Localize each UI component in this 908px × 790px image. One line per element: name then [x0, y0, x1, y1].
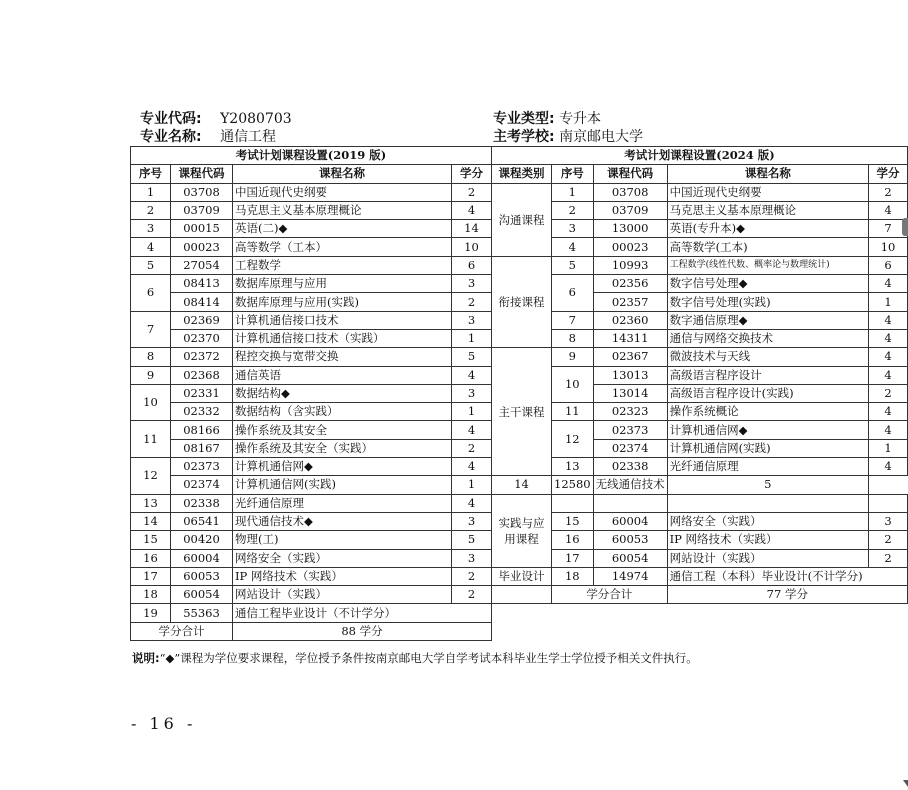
table-row: [131, 201, 492, 219]
course-code: 60004: [593, 512, 667, 530]
table-row: [492, 567, 908, 585]
course-code: 00023: [171, 238, 233, 256]
table-row: [131, 293, 492, 311]
major-type-value: 专升本: [559, 111, 602, 127]
table-row: [492, 238, 908, 256]
table-row: [131, 458, 492, 476]
course-code: 02374: [593, 439, 667, 457]
table-header-row: [131, 165, 492, 183]
table-row: [492, 220, 908, 238]
major-code-value: Y2080703: [220, 111, 292, 127]
row-number: [552, 494, 594, 512]
course-credit: 2: [869, 183, 908, 201]
major-code-label: 专业代码:: [140, 111, 202, 127]
total-value: 77 学分: [667, 586, 907, 604]
table-caption-row: [131, 147, 492, 165]
major-code: [140, 110, 292, 128]
course-code: 06541: [171, 512, 233, 530]
course-credit: 1: [869, 439, 908, 457]
row-number: 3: [131, 220, 171, 238]
course-credit: 4: [869, 201, 908, 219]
course-name: 操作系统及其安全（实践）: [233, 439, 452, 457]
row-number: 19: [131, 604, 171, 622]
course-credit: 2: [452, 567, 492, 585]
course-code: 10993: [593, 256, 667, 274]
course-credit: 2: [869, 549, 908, 567]
course-credit: 3: [452, 311, 492, 329]
row-number: 14: [131, 512, 171, 530]
course-credit: 5: [667, 476, 868, 494]
row-number: 16: [552, 531, 594, 549]
course-code: [593, 494, 667, 512]
total-value: 88 学分: [233, 622, 492, 640]
table-row: [131, 512, 492, 530]
exam-school-value: 南京邮电大学: [559, 129, 644, 145]
exam-school: [493, 128, 643, 146]
course-credit: 2: [452, 439, 492, 457]
course-credit: 7: [869, 220, 908, 238]
course-name: 网络安全（实践）: [233, 549, 452, 567]
table-caption: 考试计划课程设置(2024 版): [492, 147, 908, 165]
course-code: 02323: [593, 403, 667, 421]
row-number: 6: [552, 275, 594, 312]
row-number: 8: [131, 348, 171, 366]
table-caption-row: [492, 147, 908, 165]
course-code: 12580: [552, 476, 594, 494]
course-credit: 3: [452, 549, 492, 567]
major-name-value: 通信工程: [220, 129, 277, 145]
course-code: 02338: [171, 494, 233, 512]
course-name: 网络安全（实践）: [667, 512, 868, 530]
course-name: 通信与网络交换技术: [667, 329, 868, 347]
course-credit: 2: [452, 293, 492, 311]
row-number: 4: [131, 238, 171, 256]
course-credit: 4: [869, 275, 908, 293]
table-row: [131, 329, 492, 347]
course-name: 数据库原理与应用: [233, 275, 452, 293]
row-number: 10: [552, 366, 594, 403]
table-caption: 考试计划课程设置(2019 版): [131, 147, 492, 165]
table-row: [131, 275, 492, 293]
course-code: 03708: [593, 183, 667, 201]
col-header-credit: 学分: [869, 165, 908, 183]
course-name: 工程数学: [233, 256, 452, 274]
course-code: 60053: [593, 531, 667, 549]
course-credit: 4: [452, 201, 492, 219]
row-number: 12: [131, 458, 171, 495]
table-row: [492, 476, 908, 494]
row-number: 17: [131, 567, 171, 585]
course-credit: 10: [869, 238, 908, 256]
table-row: [131, 567, 492, 585]
row-number: 13: [131, 494, 171, 512]
table-row: [492, 458, 908, 476]
course-code: 02373: [593, 421, 667, 439]
course-name: IP 网络技术（实践）: [667, 531, 868, 549]
course-code: 08167: [171, 439, 233, 457]
course-credit: 1: [452, 403, 492, 421]
plan-table-2024: [491, 146, 908, 604]
course-code: 03708: [171, 183, 233, 201]
row-number: 8: [552, 329, 594, 347]
row-number: 18: [552, 567, 594, 585]
course-name: 无线通信技术: [593, 476, 667, 494]
course-name: 高等数学(工本): [667, 238, 868, 256]
course-code: 02372: [171, 348, 233, 366]
course-credit: 5: [452, 348, 492, 366]
col-header-code: 课程代码: [593, 165, 667, 183]
course-code: 02370: [171, 329, 233, 347]
table-row: [131, 586, 492, 604]
major-type: [493, 110, 601, 128]
course-category: 沟通课程: [492, 183, 552, 256]
course-code: 02338: [593, 458, 667, 476]
course-credit: 4: [869, 366, 908, 384]
course-credit: 4: [452, 494, 492, 512]
table-row: [492, 512, 908, 530]
row-number: 15: [552, 512, 594, 530]
course-code: 03709: [171, 201, 233, 219]
table-row: [492, 366, 908, 384]
course-name: 操作系统及其安全: [233, 421, 452, 439]
table-row: [131, 531, 492, 549]
col-header-no: 序号: [552, 165, 594, 183]
row-number: 12: [552, 421, 594, 458]
course-name: IP 网络技术（实践）: [233, 567, 452, 585]
table-row: [131, 476, 492, 494]
course-name: 计算机通信网◆: [667, 421, 868, 439]
major-type-label: 专业类型:: [493, 111, 555, 127]
table-row: [492, 348, 908, 366]
total-label: 学分合计: [552, 586, 668, 604]
table-row: [131, 348, 492, 366]
footnote-label: 说明:: [132, 651, 160, 665]
col-header-category: 课程类别: [492, 165, 552, 183]
course-code: 02331: [171, 384, 233, 402]
course-code: 00015: [171, 220, 233, 238]
row-number: 15: [131, 531, 171, 549]
course-credit: 2: [869, 384, 908, 402]
row-number: 7: [131, 311, 171, 348]
course-name: 光纤通信原理: [233, 494, 452, 512]
course-credit: 4: [869, 329, 908, 347]
row-number: 7: [552, 311, 594, 329]
course-name: 数字信号处理(实践): [667, 293, 868, 311]
course-code: 27054: [171, 256, 233, 274]
total-label: 学分合计: [131, 622, 233, 640]
course-credit: 4: [452, 366, 492, 384]
course-code: 02369: [171, 311, 233, 329]
col-header-name: 课程名称: [667, 165, 868, 183]
table-row: [492, 201, 908, 219]
course-name: 通信工程毕业设计（不计学分）: [233, 604, 492, 622]
course-code: 02373: [171, 458, 233, 476]
course-credit: 3: [452, 275, 492, 293]
table-row: [131, 604, 492, 622]
table-row: [492, 531, 908, 549]
plan-table-2019: [130, 146, 492, 641]
course-credit: 4: [452, 421, 492, 439]
row-number: 18: [131, 586, 171, 604]
course-credit: 5: [452, 531, 492, 549]
course-code: 13013: [593, 366, 667, 384]
table-row: [492, 329, 908, 347]
row-number: 9: [552, 348, 594, 366]
course-category: 实践与应用课程: [492, 494, 552, 567]
course-name: 英语(专升本)◆: [667, 220, 868, 238]
course-name: 网站设计（实践）: [233, 586, 452, 604]
course-name: 计算机通信接口技术（实践）: [233, 329, 452, 347]
course-name: 计算机通信网(实践): [233, 476, 452, 494]
course-credit: 3: [452, 384, 492, 402]
course-credit: 14: [452, 220, 492, 238]
course-credit: 6: [869, 256, 908, 274]
course-credit: 4: [869, 403, 908, 421]
course-name: 数据结构◆: [233, 384, 452, 402]
row-number: 17: [552, 549, 594, 567]
course-name: 中国近现代史纲要: [667, 183, 868, 201]
course-name: 光纤通信原理: [667, 458, 868, 476]
course-code: 03709: [593, 201, 667, 219]
row-number: 4: [552, 238, 594, 256]
major-name-label: 专业名称:: [140, 129, 202, 145]
course-name: [667, 494, 868, 512]
course-code: 14311: [593, 329, 667, 347]
row-number: 2: [552, 201, 594, 219]
course-credit: [869, 494, 908, 512]
row-number: 5: [131, 256, 171, 274]
course-name: 英语(二)◆: [233, 220, 452, 238]
table-row: [492, 183, 908, 201]
course-name: 现代通信技术◆: [233, 512, 452, 530]
table-row: [492, 549, 908, 567]
course-code: 02356: [593, 275, 667, 293]
table-header-row: [492, 165, 908, 183]
course-name: 操作系统概论: [667, 403, 868, 421]
course-code: 13000: [593, 220, 667, 238]
course-code: 60054: [593, 549, 667, 567]
row-number: 1: [131, 183, 171, 201]
table-row: [492, 256, 908, 274]
course-name: 高级语言程序设计: [667, 366, 868, 384]
course-credit: 1: [869, 293, 908, 311]
table-row: [131, 384, 492, 402]
table-row: [131, 439, 492, 457]
course-credit: 4: [869, 311, 908, 329]
course-credit: 4: [452, 458, 492, 476]
total-row: [492, 586, 908, 604]
total-spacer: [492, 586, 552, 604]
course-credit: 4: [869, 458, 908, 476]
col-header-name: 课程名称: [233, 165, 452, 183]
exam-school-label: 主考学校:: [493, 129, 555, 145]
course-code: 13014: [593, 384, 667, 402]
row-number: 14: [492, 476, 552, 494]
row-number: 10: [131, 384, 171, 421]
course-name: 马克思主义基本原理概论: [667, 201, 868, 219]
row-number: 11: [131, 421, 171, 458]
table-row: [131, 494, 492, 512]
course-name: 高级语言程序设计(实践): [667, 384, 868, 402]
table-row: [492, 494, 908, 512]
course-code: 02374: [171, 476, 233, 494]
course-credit: 3: [452, 512, 492, 530]
scrollbar-thumb[interactable]: [902, 218, 908, 236]
course-code: 02367: [593, 348, 667, 366]
course-name: 数字信号处理◆: [667, 275, 868, 293]
course-code: 60004: [171, 549, 233, 567]
course-credit: 3: [869, 512, 908, 530]
course-credit: 1: [452, 329, 492, 347]
col-header-credit: 学分: [452, 165, 492, 183]
total-row: [131, 622, 492, 640]
course-name: 通信工程（本科）毕业设计(不计学分): [667, 567, 907, 585]
table-row: [492, 275, 908, 293]
major-name: [140, 128, 276, 146]
course-name: 网站设计（实践）: [667, 549, 868, 567]
course-code: 00023: [593, 238, 667, 256]
table-row: [131, 183, 492, 201]
table-row: [131, 220, 492, 238]
course-name: 微波技术与天线: [667, 348, 868, 366]
course-name: 通信英语: [233, 366, 452, 384]
course-name: 计算机通信网◆: [233, 458, 452, 476]
course-credit: 4: [869, 348, 908, 366]
course-category: 毕业设计: [492, 567, 552, 585]
row-number: 5: [552, 256, 594, 274]
row-number: 1: [552, 183, 594, 201]
table-row: [131, 366, 492, 384]
course-name: 马克思主义基本原理概论: [233, 201, 452, 219]
course-code: 00420: [171, 531, 233, 549]
footnote-text: “◆”课程为学位要求课程，学位授予条件按南京邮电大学自学考试本科毕业生学士学位授予相关文件执行。: [159, 651, 698, 665]
col-header-no: 序号: [131, 165, 171, 183]
course-code: 02368: [171, 366, 233, 384]
course-credit: 4: [869, 421, 908, 439]
course-credit: 6: [452, 256, 492, 274]
col-header-code: 课程代码: [171, 165, 233, 183]
course-code: 14974: [593, 567, 667, 585]
row-number: 9: [131, 366, 171, 384]
course-name: 高等数学（工本）: [233, 238, 452, 256]
table-row: [492, 421, 908, 439]
row-number: 2: [131, 201, 171, 219]
course-name: 计算机通信接口技术: [233, 311, 452, 329]
course-code: 08414: [171, 293, 233, 311]
row-number: 13: [552, 458, 594, 476]
table-row: [131, 403, 492, 421]
page-number: - 16 -: [131, 714, 197, 733]
row-number: 3: [552, 220, 594, 238]
row-number: 16: [131, 549, 171, 567]
course-code: 55363: [171, 604, 233, 622]
course-name: 工程数学(线性代数、概率论与数理统计): [667, 256, 868, 274]
row-number: 11: [552, 403, 594, 421]
table-row: [131, 311, 492, 329]
scroll-down-arrow-icon[interactable]: [903, 780, 908, 787]
course-name: 数字通信原理◆: [667, 311, 868, 329]
course-code: 60054: [171, 586, 233, 604]
table-row: [131, 421, 492, 439]
course-code: 02332: [171, 403, 233, 421]
course-code: 02360: [593, 311, 667, 329]
course-credit: 2: [452, 586, 492, 604]
course-name: 物理(工): [233, 531, 452, 549]
course-credit: 10: [452, 238, 492, 256]
course-credit: 2: [452, 183, 492, 201]
row-number: 6: [131, 275, 171, 312]
course-credit: 1: [452, 476, 492, 494]
course-code: 08413: [171, 275, 233, 293]
table-row: [131, 238, 492, 256]
course-name: 数据库原理与应用(实践): [233, 293, 452, 311]
course-credit: 2: [869, 531, 908, 549]
course-category: 主干课程: [492, 348, 552, 476]
course-code: 08166: [171, 421, 233, 439]
course-category: 衔接课程: [492, 256, 552, 347]
course-name: 程控交换与宽带交换: [233, 348, 452, 366]
course-name: 计算机通信网(实践): [667, 439, 868, 457]
course-code: 02357: [593, 293, 667, 311]
footnote: [132, 650, 698, 666]
course-name: 数据结构（含实践）: [233, 403, 452, 421]
course-name: 中国近现代史纲要: [233, 183, 452, 201]
table-row: [131, 549, 492, 567]
table-row: [131, 256, 492, 274]
course-code: 60053: [171, 567, 233, 585]
